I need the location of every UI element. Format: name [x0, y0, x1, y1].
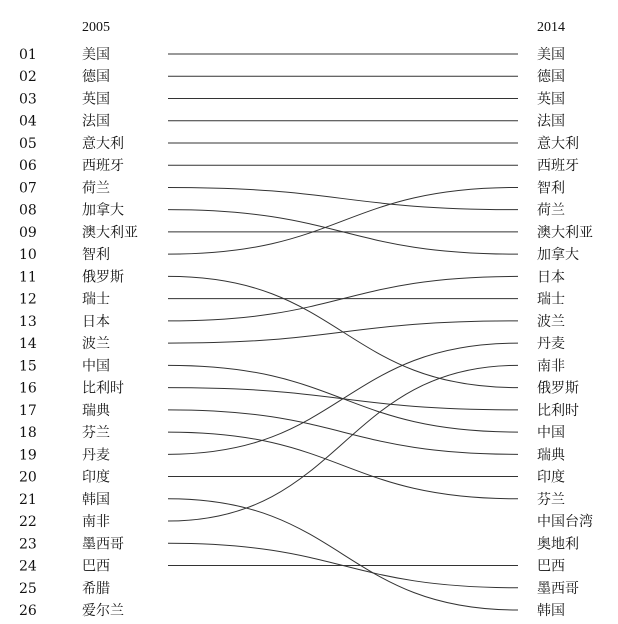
left-country-label: 巴西	[82, 558, 110, 575]
right-country-label: 比利时	[537, 402, 579, 419]
left-country-label: 意大利	[82, 135, 124, 152]
left-country-label: 芬兰	[82, 425, 110, 442]
left-country-label: 澳大利亚	[82, 224, 138, 241]
rank-label: 14	[19, 336, 37, 353]
left-country-label: 西班牙	[82, 158, 124, 175]
right-country-label: 印度	[537, 469, 565, 486]
left-country-label: 韩国	[82, 491, 110, 508]
rank-label: 22	[19, 514, 37, 531]
rank-label: 08	[19, 202, 37, 219]
right-country-label: 荷兰	[537, 202, 565, 219]
left-country-label: 墨西哥	[82, 536, 124, 553]
rank-labels	[19, 47, 37, 619]
left-country-label: 英国	[82, 91, 110, 108]
slope-line	[168, 343, 518, 454]
right-country-label: 意大利	[537, 135, 579, 152]
left-country-label: 瑞士	[82, 291, 110, 308]
slope-line	[168, 410, 518, 454]
rank-label: 17	[19, 402, 37, 419]
right-country-label: 丹麦	[537, 336, 565, 353]
right-country-label: 日本	[537, 269, 565, 286]
left-country-label: 希腊	[82, 580, 110, 597]
rank-label: 20	[19, 469, 37, 486]
rank-label: 18	[19, 425, 37, 442]
right-year-label: 2014	[537, 20, 565, 35]
rank-label: 11	[19, 269, 37, 286]
rank-label: 06	[19, 158, 37, 175]
rank-label: 21	[19, 491, 37, 508]
right-country-label: 智利	[537, 180, 565, 197]
slope-line	[168, 187, 518, 254]
right-country-label: 南非	[537, 358, 565, 375]
left-country-label: 美国	[82, 47, 110, 63]
right-country-label: 韩国	[537, 603, 565, 619]
rank-label: 01	[19, 47, 37, 63]
right-country-label: 俄罗斯	[537, 380, 579, 397]
right-country-label: 巴西	[537, 558, 565, 575]
left-country-label: 法国	[82, 113, 110, 130]
rank-label: 09	[19, 224, 37, 241]
left-country-label: 波兰	[82, 336, 110, 353]
right-country-label: 奥地利	[537, 536, 579, 553]
left-country-label: 瑞典	[82, 402, 110, 419]
connector-lines	[168, 54, 518, 610]
left-country-labels	[82, 47, 138, 619]
right-country-label: 瑞士	[537, 291, 565, 308]
rank-label: 24	[19, 558, 37, 575]
rank-label: 16	[19, 380, 37, 397]
left-country-label: 比利时	[82, 380, 124, 397]
rank-label: 12	[19, 291, 37, 308]
slope-line	[168, 432, 518, 499]
slope-line	[168, 187, 518, 209]
rank-label: 13	[19, 313, 37, 330]
rank-label: 15	[19, 358, 37, 375]
rank-label: 19	[19, 447, 37, 464]
rank-label: 25	[19, 580, 37, 597]
right-country-label: 英国	[537, 91, 565, 108]
right-country-labels	[537, 47, 593, 619]
rank-label: 26	[19, 603, 37, 619]
rank-label: 10	[19, 247, 37, 264]
left-country-label: 德国	[82, 69, 110, 86]
left-country-label: 丹麦	[82, 447, 110, 464]
right-country-label: 加拿大	[537, 247, 579, 264]
left-country-label: 日本	[82, 313, 110, 330]
right-country-label: 芬兰	[537, 491, 565, 508]
rank-label: 23	[19, 536, 37, 553]
right-country-label: 美国	[537, 47, 565, 63]
right-country-label: 德国	[537, 69, 565, 86]
right-country-label: 中国	[537, 425, 565, 442]
slope-line	[168, 321, 518, 343]
left-country-label: 印度	[82, 469, 110, 486]
left-country-label: 俄罗斯	[82, 269, 124, 286]
left-country-label: 中国	[82, 358, 110, 375]
rank-label: 03	[19, 91, 37, 108]
rank-label: 07	[19, 180, 37, 197]
right-country-label: 中国台湾	[537, 514, 593, 531]
left-country-label: 荷兰	[82, 180, 110, 197]
rank-label: 05	[19, 135, 37, 152]
left-country-label: 加拿大	[82, 202, 124, 219]
left-country-label: 爱尔兰	[82, 603, 124, 619]
left-country-label: 智利	[82, 247, 110, 264]
right-country-label: 波兰	[537, 313, 565, 330]
right-country-label: 法国	[537, 113, 565, 130]
right-country-label: 墨西哥	[537, 580, 579, 597]
left-year-label: 2005	[82, 20, 110, 35]
right-country-label: 瑞典	[537, 447, 565, 464]
right-country-label: 澳大利亚	[537, 224, 593, 241]
right-country-label: 西班牙	[537, 158, 579, 175]
left-country-label: 南非	[82, 514, 110, 531]
rank-label: 02	[19, 69, 37, 86]
rank-label: 04	[19, 113, 37, 130]
